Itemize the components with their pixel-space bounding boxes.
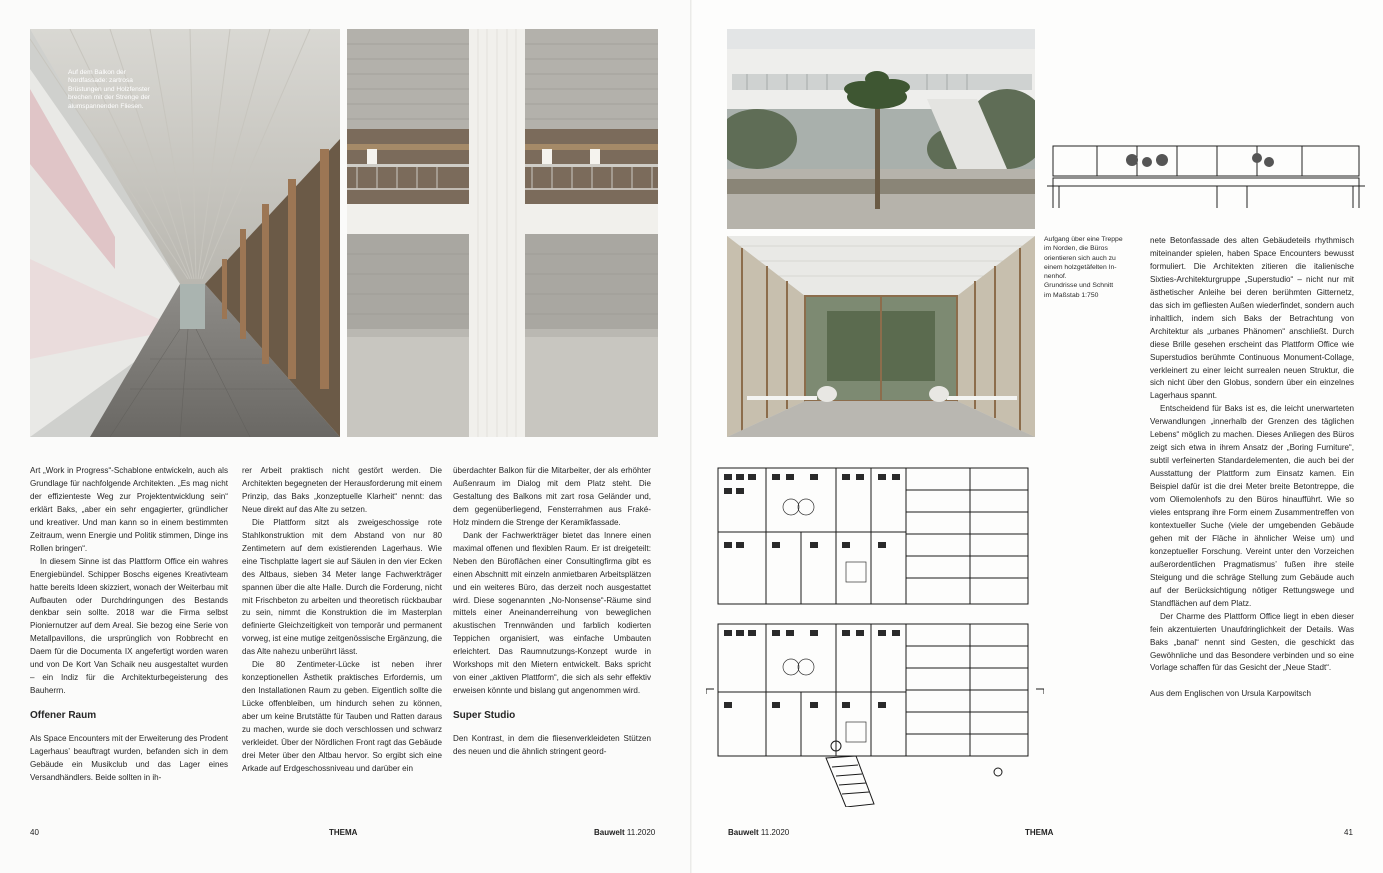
right-page: [692, 0, 1383, 873]
caption-stair-line-4: einem holzgetäfelten In-: [1044, 263, 1117, 271]
caption-stair-line-1: Aufgang über eine Treppe: [1044, 236, 1123, 243]
text-column-4: [1150, 235, 1354, 701]
col2-paragraph-1: rer Arbeit praktisch nicht gestört werden. Die Architekten begegneten der Herausforderung mit einem Prinzip, das Baks „konzeptuelle Klarheit“ nennt: das Neue direkt auf das Alte zu setzen.: [242, 466, 442, 514]
magazine-label-left: Bauwelt 11.2020: [594, 828, 656, 837]
col4-paragraph-2: Entscheidend für Baks ist es, die leicht unerwarteten Verwandlungen „innerhalb der Grenzen des täglichen Lebens“ möglich zu machen. Dieses Anliegen des Büros zeigt sich etwa in ihrem Ansatz der „Boring Furniture“, subtil verfeinerten Standardelementen, die auch bei der Ausstattung der Plattform zum Einsatz kamen. Ein Beispiel dafür ist die drei Meter breite Betontreppe, die vom Oliemolenhofs zu den Büros hinaufführt. Wie so vieles entsprang ihre Form einem Zusammentreffen von kontextueller Suche (viele der umgebenden Gebäude gehen mit der Fläche in ähnlicher Weise um) und konzeptueller Forschung. Vereint unter den Vorzeichen außerordentlichen Pragmatismus’ fußen ihre steile Steigung und die schräge Stellung zum Gebäude auch auf der Berücksichtigung nötiger Rettungswege und Standflächen auf dem Platz.: [1150, 404, 1354, 608]
caption-plan-line-2: im Maßstab 1:750: [1044, 291, 1099, 299]
section-label-left: THEMA: [329, 828, 358, 837]
caption-stair-line-3: orientieren sich auch zu: [1044, 254, 1116, 262]
photo-caption-balcony: Auf dem Balkon der Nordfassade: zartrosa Brüstungen und Holzfenster brechen mit der Strenge der alumspannenden Fliesen.: [68, 69, 151, 110]
translation-credit: Aus dem Englischen von Ursula Karpowitsch: [1150, 689, 1312, 699]
page-number-left: 40: [30, 828, 39, 837]
balcony-photo: [30, 29, 340, 437]
page-number-right: 41: [1344, 828, 1353, 837]
col4-paragraph-1: nete Betonfassade des alten Gebäudeteils rhythmisch miteinander spielen, haben Space Encounters bewusst formuliert. Die Architekten zitieren die italienische Sixties-Architekturgruppe „Superstudio“ – nicht nur mit ästhetischer Anleihe bei deren berühmten Gitternetz, das sich im gefliesten Außen wiederfindet, sondern auch inhaltlich, indem sich Baks der Betrachtung von Architektur als „urbanes Phänomen“ anschließt. Durch diese Brille gesehen erscheint das Plattform Office wie Superstudios berühmte Continuous Monument-Collage, verkleinert zu einer leicht surrealen neuen Struktur, die sich nicht über den Globus, sondern über ein einzelnes Lagerhaus spannt.: [1150, 236, 1354, 401]
heading-offener-raum: Offener Raum: [30, 710, 97, 722]
col3-paragraph-3: Den Kontrast, in dem die fliesenverkleideten Stützen des neuen und die ähnlich stringent geord-: [453, 734, 651, 757]
caption-stair-line-5: nenhof.: [1044, 273, 1067, 281]
col3-paragraph-1: überdachter Balkon für die Mitarbeiter, der als erhöhter Außenraum im Dialog mit dem Platz steht. Die Gestaltung des Balkons mit zart rosa Geländer und, dem gegenüberliegend, Fensterrahmen aus Fraké-Holz mindern die Strenge der Keramikfassade.: [453, 466, 651, 527]
magazine-label-right: Bauwelt 11.2020: [728, 828, 790, 837]
caption-plan-line-1: Grundrisse und Schnitt: [1044, 282, 1114, 290]
col1-paragraph-3: Als Space Encounters mit der Erweiterung des Prodent Lagerhaus’ beauftragt wurden, befanden sich in dem Gebäude ein Musikclub und das Lager eines Versandhändlers. Beide sollten in ih-: [30, 734, 228, 782]
office-interior-photo: [727, 236, 1035, 437]
text-column-2: [242, 465, 442, 776]
heading-super-studio: Super Studio: [453, 710, 516, 722]
col4-paragraph-3: Der Charme des Plattform Office liegt in eben dieser fein akzentuierten Unaufdringlichkeit der Details. Was Baks „banal“ nennt sind Gesten, die geschickt das Gewöhnliche und das Besondere verbinden und so eine Vorlage schaffen für das Gesicht der „Neue Stadt“.: [1150, 611, 1354, 673]
floor-plans-drawing: [706, 462, 1044, 807]
col2-paragraph-3: Die 80 Zentimeter-Lücke ist neben ihrer konzeptionellen Ästhetik praktisches Erfordernis, um den Installationen Raum zu geben. Eigentlich sollte die Lücke offenbleiben, um hindurch sehen zu können, aber um keine Brutstätte für Tauben und Ratten daraus zu machen, wurde sie doch verschlossen und schwarz verkleidet. Über der Nördlichen Front ragt das Gebäude drei Meter über den Altbau hervor. So ergibt sich eine Arkade auf Erdgeschossniveau und darüber ein: [242, 660, 442, 773]
text-column-3: [453, 465, 651, 759]
courtyard-photo: [727, 29, 1035, 229]
col1-paragraph-2: In diesem Sinne ist das Plattform Office ein wahres Energiebündel. Schipper Boschs eigenes Kreativteam hatte bereits Ideen skizziert, wonach der Weiterbau mit Aufbauten oder Durchdringungen des Bestands denkbar sein sollte. 2018 war die Firma selbst Pioniernutzer auf dem Areal. Sie bezog eine Serie von Metallpavillons, die ursprünglich von Robbrecht en Daem für die Documenta IX angefertigt worden waren und von De Kort Van Schaik neu ausgestaltet wurden – ein Indiz für die Architekturbegeisterung des Bauherrn.: [30, 556, 228, 696]
photo-caption-side: [1044, 235, 1154, 300]
text-column-1: [30, 465, 228, 785]
col2-paragraph-2: Die Plattform sitzt als zweigeschossige rote Stahlkonstruktion mit dem Abstand von nur 80 Zentimetern auf dem existierenden Lagerhaus. Wie eine Tischplatte lagert sie auf Säulen in den vier Ecken des Altbaus, sieben 34 Meter lange Fachwerkträger spannen über die alte Halle. Durch die Forderung, nicht mit Frischbeton zu arbeiten und theoretisch rückbaubar zu sein, nimmt die Konstruktion die im Masterplan definierte Gleichzeitigkeit von temporär und permanent vorweg, ist eine mutige zeitgenössische Ergänzung, die das Alte nahezu unberührt lässt.: [242, 517, 442, 657]
section-label-right: THEMA: [1025, 828, 1054, 837]
col1-paragraph-1: Art „Work in Progress“-Schablone entwickeln, auch als Grundlage für nachfolgende Architekten. „Es mag nicht der effizienteste Weg zur Projektentwicklung sein“ erklärt Baks, „aber ein sehr engagierter, gründlicher und kreativer. Und man kann so in einem bestimmten Zeitraum, wenn Energie und Politik stimmen, Dinge ins Rollen bringen“.: [30, 466, 228, 553]
section-drawing: [1047, 140, 1365, 212]
facade-photo: [347, 29, 658, 437]
col3-paragraph-2: Dank der Fachwerkträger bietet das Innere einen maximal offenen und flexiblen Raum. Er ist dreigeteilt: Neben den Büroflächen einer Consultingfirma gibt es einen Abschnitt mit einzeln anmietbaren Arbeitsplätzen und ein weiteres Büro, das derzeit noch ausgestattet wird. Diese sogenannten „No-Nonsense“-Räume sind mittels einer Aneinanderreihung von beweglichen akustischen Trennwänden und farblich kodierten Teppichen organisiert, was einfache Umbauten erleichtert. Das Raumnutzungs-Konzept wurde in Workshops mit den Mietern entwickelt. Baks spricht von einer „aktiven Plattform“, die sich als sehr effektiv erweisen könnte und bislang gut angenommen wird.: [453, 530, 651, 696]
left-page: [0, 0, 691, 873]
caption-stair-line-2: im Norden, die Büros: [1044, 245, 1108, 253]
